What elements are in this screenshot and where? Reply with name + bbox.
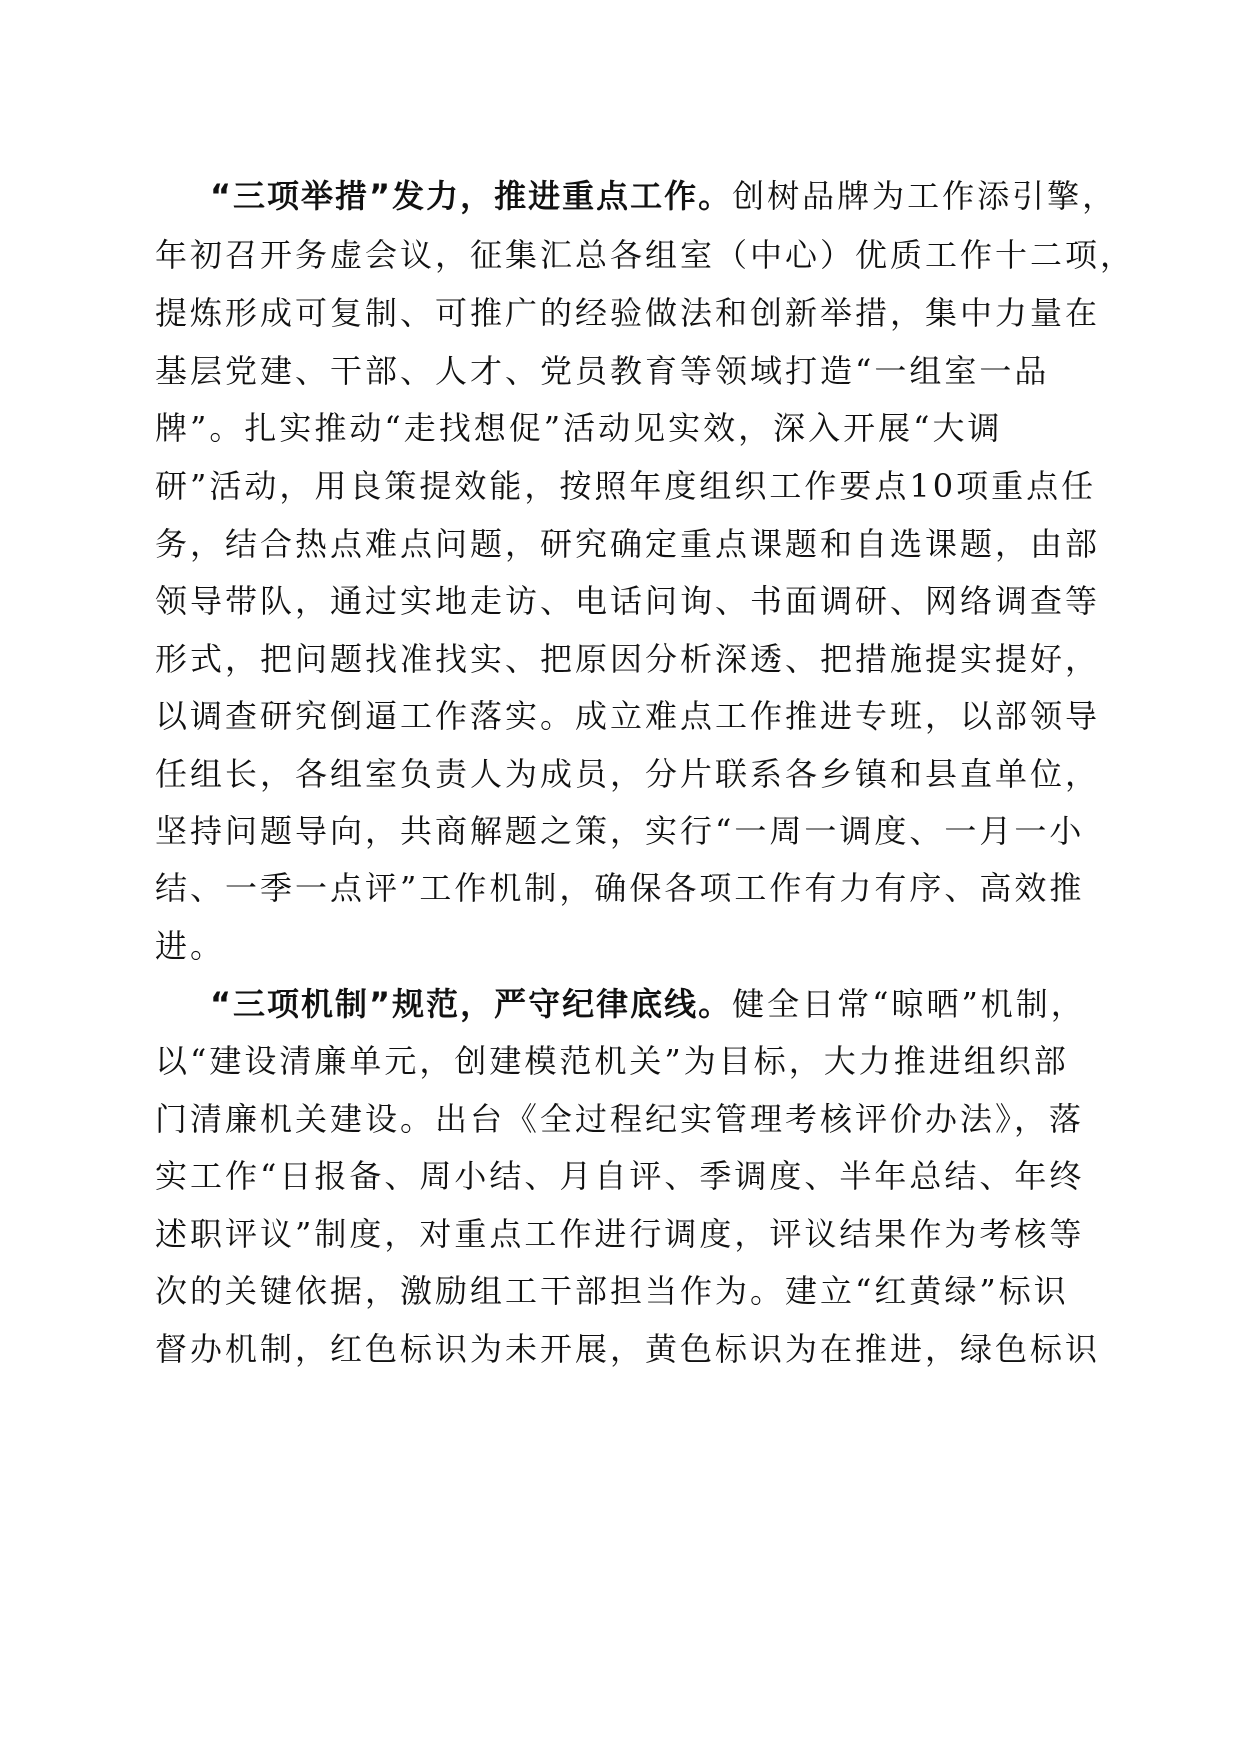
paragraph-1-line-5: 牌”。扎实推动“走找想促”活动见实效，深入开展“大调: [155, 409, 1003, 447]
paragraph-1-line-12: 坚持问题导向，共商解题之策，实行“一周一调度、一月一小: [155, 812, 1085, 850]
paragraph-2-line-4: 实工作“日报备、周小结、月自评、季调度、半年总结、年终: [155, 1157, 1085, 1195]
paragraph-1-line-3: 提炼形成可复制、可推广的经验做法和创新举措，集中力量在: [155, 294, 1101, 332]
paragraph-text: 健全日常“晾晒”机制，: [732, 985, 1086, 1023]
paragraph-2-line-3: 门清廉机关建设。出台《全过程纪实管理考核评价办法》，落: [155, 1100, 1085, 1138]
paragraph-2-line-2: 以“建设清廉单元，创建模范机关”为目标，大力推进组织部: [155, 1042, 1069, 1080]
paragraph-2-line-7: 督办机制，红色标识为未开展，黄色标识为在推进，绿色标识: [155, 1330, 1101, 1368]
paragraph-1-line-11: 任组长，各组室负责人为成员，分片联系各乡镇和县直单位，: [155, 755, 1101, 793]
paragraph-2-heading: “三项机制”规范，严守纪律底线。: [210, 985, 733, 1023]
paragraph-1-line-10: 以调查研究倒逼工作落实。成立难点工作推进专班，以部领导: [155, 697, 1101, 735]
paragraph-1-line-4: 基层党建、干部、人才、党员教育等领域打造“一组室一品: [155, 352, 1050, 390]
paragraph-1-line-1: [210, 166, 1140, 226]
paragraph-1-line-6: 研”活动，用良策提效能，按照年度组织工作要点10项重点任: [155, 467, 1097, 505]
paragraph-2-line-6: 次的关键依据，激励组工干部担当作为。建立“红黄绿”标识: [155, 1272, 1069, 1310]
paragraph-2-line-1: [210, 974, 1140, 1034]
paragraph-1-line-14: 进。: [155, 927, 226, 965]
paragraph-1-line-9: 形式，把问题找准找实、把原因分析深透、把措施提实提好，: [155, 640, 1101, 678]
paragraph-1-line-7: 务，结合热点难点问题，研究确定重点课题和自选课题，由部: [155, 525, 1101, 563]
paragraph-text: 创树品牌为工作添引擎，: [732, 177, 1118, 215]
paragraph-2-line-5: 述职评议”制度，对重点工作进行调度，评议结果作为考核等: [155, 1215, 1085, 1253]
paragraph-1-heading: “三项举措”发力，推进重点工作。: [210, 177, 733, 215]
paragraph-1-line-13: 结、一季一点评”工作机制，确保各项工作有力有序、高效推: [155, 869, 1085, 907]
paragraph-1-line-8: 领导带队，通过实地走访、电话问询、书面调研、网络调查等: [155, 582, 1101, 620]
paragraph-1-line-2: 年初召开务虚会议，征集汇总各组室（中心）优质工作十二项，: [155, 236, 1136, 274]
